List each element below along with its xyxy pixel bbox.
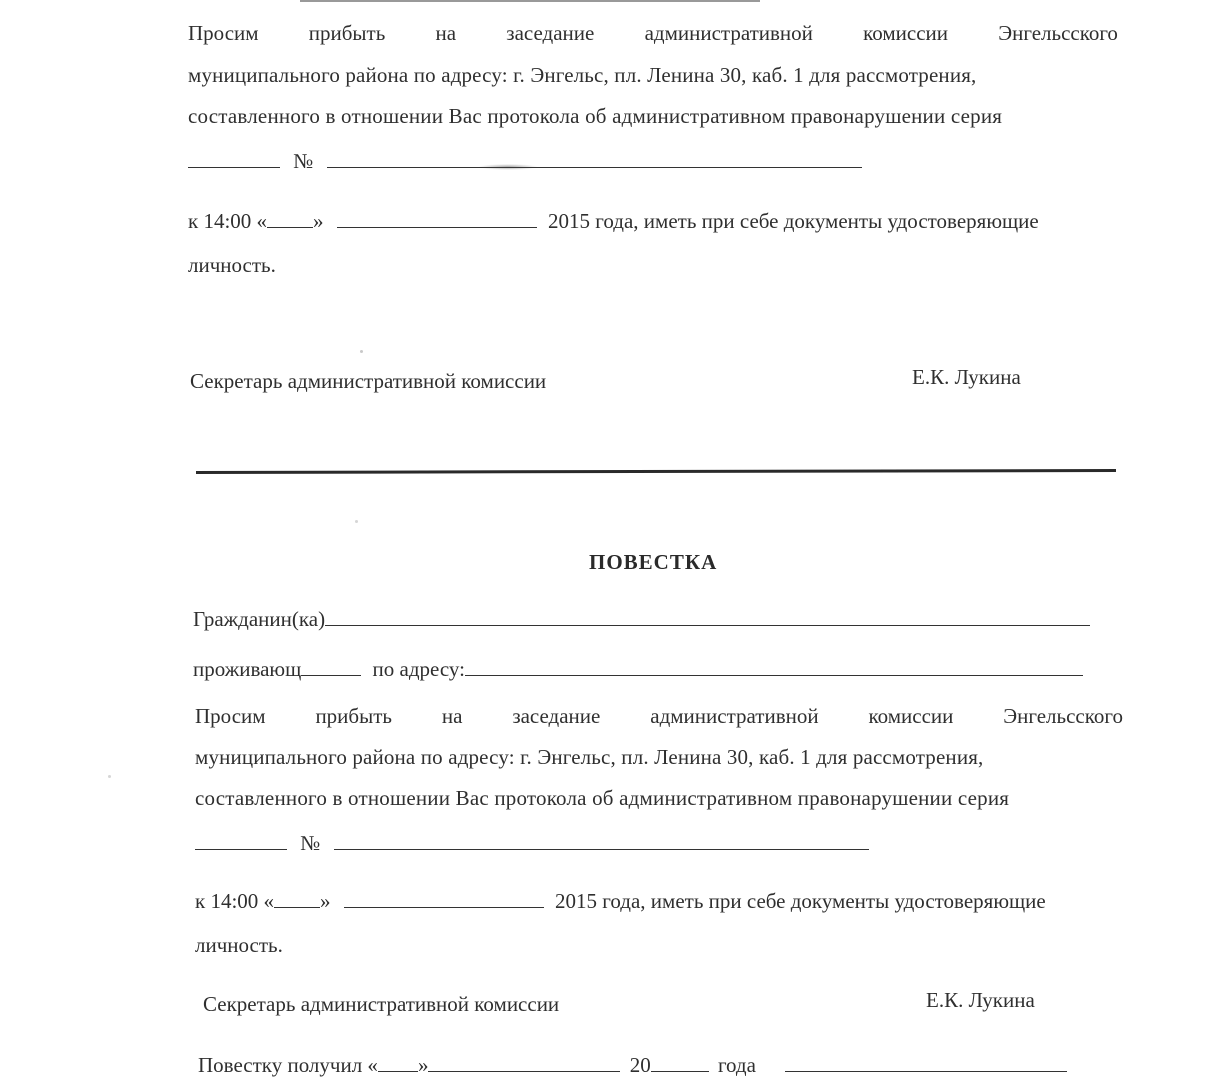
top-secretary-label: Секретарь административной комиссии <box>190 369 547 393</box>
paper-speck <box>108 775 111 778</box>
address-label: по адресу: <box>372 657 465 681</box>
summons-secretary-label: Секретарь административной комиссии <box>203 992 560 1016</box>
received-year-blank <box>651 1053 709 1072</box>
date-prefix: к 14:00 « <box>195 889 275 913</box>
top-date-row <box>188 208 1118 234</box>
paper-speck <box>355 520 358 523</box>
series-blank <box>195 831 287 850</box>
month-blank <box>344 889 544 908</box>
top-paragraph-line-1 <box>188 20 1118 46</box>
number-sign: № <box>293 149 314 173</box>
date-quote-close: » <box>313 209 324 233</box>
top-paragraph-line-3: составленного в отношении Вас протокола об административном правонарушении серия <box>188 104 1003 128</box>
number-blank <box>334 831 869 850</box>
resident-label: проживающ <box>193 657 302 681</box>
word: комиссии <box>863 21 949 45</box>
word: Энгельсского <box>1003 704 1123 728</box>
ink-smudge <box>478 164 538 170</box>
address-blank <box>465 657 1083 676</box>
received-label: Повестку получил « <box>198 1053 378 1077</box>
top-paragraph-line-2: муниципального района по адресу: г. Энгельс, пл. Ленина 30, каб. 1 для рассмотрения, <box>188 63 977 87</box>
day-blank <box>274 889 320 908</box>
word: прибыть <box>315 704 392 728</box>
paper-speck <box>360 350 363 353</box>
word: комиссии <box>868 704 954 728</box>
summons-paragraph-line-3: составленного в отношении Вас протокола об административном правонарушении серия <box>195 786 1010 810</box>
signature-blank <box>785 1053 1067 1072</box>
word: на <box>441 704 463 728</box>
word: Просим <box>195 704 266 728</box>
top-cut-rule <box>300 0 760 2</box>
number-sign: № <box>300 831 321 855</box>
citizen-label: Гражданин(ка) <box>193 607 326 631</box>
word: Просим <box>188 21 259 45</box>
number-blank <box>327 149 862 168</box>
word: административной <box>650 704 819 728</box>
address-row <box>193 656 1083 682</box>
top-date-line-2: личность. <box>188 253 276 277</box>
citizen-row <box>193 606 1090 632</box>
top-secretary-name: Е.К. Лукина <box>912 365 1021 389</box>
summons-title: ПОВЕСТКА <box>589 550 718 574</box>
date-suffix: 2015 года, иметь при себе документы удостоверяющие <box>548 209 1039 233</box>
date-prefix: к 14:00 « <box>188 209 268 233</box>
month-blank <box>337 209 537 228</box>
series-blank <box>188 149 280 168</box>
summons-secretary-name: Е.К. Лукина <box>926 988 1035 1012</box>
summons-paragraph-line-2: муниципального района по адресу: г. Энгельс, пл. Ленина 30, каб. 1 для рассмотрения, <box>195 745 984 769</box>
received-row <box>198 1052 1067 1078</box>
summons-protocol-number-row <box>195 830 869 856</box>
word: административной <box>644 21 813 45</box>
top-protocol-number-row <box>188 148 862 174</box>
day-blank <box>267 209 313 228</box>
citizen-blank <box>325 607 1090 626</box>
date-quote-close: » <box>320 889 331 913</box>
received-year-prefix: 20 <box>629 1053 651 1077</box>
summons-date-line-2: личность. <box>195 933 283 957</box>
word: заседание <box>506 21 595 45</box>
resident-ending-blank <box>301 657 361 676</box>
received-year-suffix: года <box>717 1053 756 1077</box>
received-month-blank <box>428 1053 620 1072</box>
summons-date-row <box>195 888 1125 914</box>
word: прибыть <box>308 21 386 45</box>
summons-paragraph-line-1 <box>195 703 1123 729</box>
received-quote-close: » <box>417 1053 429 1077</box>
section-separator-rule <box>196 469 1116 474</box>
word: Энгельсского <box>998 21 1118 45</box>
word: заседание <box>512 704 601 728</box>
word: на <box>435 21 457 45</box>
received-day-blank <box>378 1053 418 1072</box>
date-suffix: 2015 года, иметь при себе документы удостоверяющие <box>555 889 1046 913</box>
